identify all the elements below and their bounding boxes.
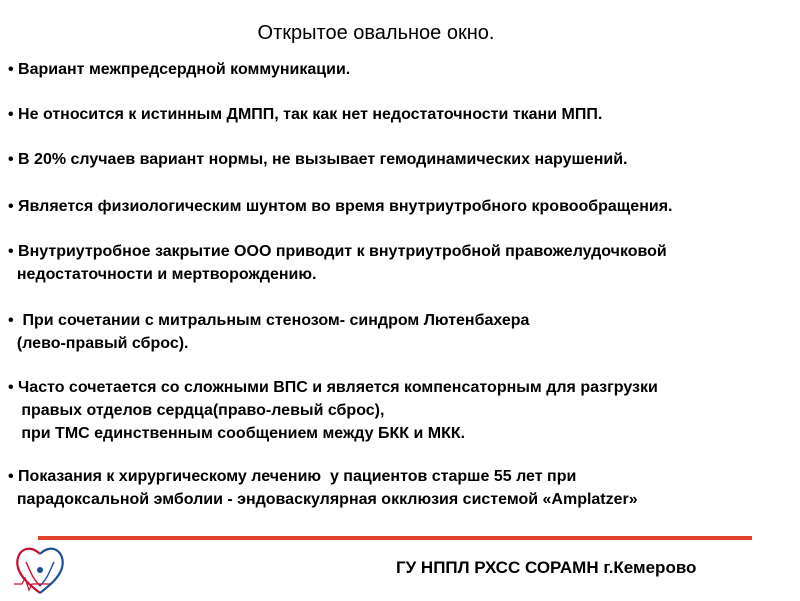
bullet-5-line-2: недостаточности и мертворождению.	[8, 266, 317, 283]
bullet-5	[8, 240, 798, 286]
bullet-6	[8, 309, 798, 355]
bullet-7-line-3: при ТМС единственным сообщением между БКК и МКК.	[8, 425, 466, 442]
bullet-6-line-2: (лево-правый сброс).	[8, 335, 189, 352]
footer-organization: ГУ НППЛ РХСС СОРАМН г.Кемерово	[396, 558, 697, 577]
bullet-5-line-1: • Внутриутробное закрытие ООО приводит к внутриутробной правожелудочковой	[8, 243, 667, 260]
bullet-2	[8, 103, 798, 126]
bullet-3	[8, 148, 798, 171]
bullet-4-line-1: • Является физиологическим шунтом во время внутриутробного кровообращения.	[8, 198, 673, 215]
bullet-6-line-1: • При сочетании с митральным стенозом- синдром Лютенбахера	[8, 312, 530, 329]
slide-title: Открытое овальное окно.	[257, 22, 495, 44]
bullet-8-line-2: парадоксальной эмболии - эндоваскулярная окклюзия системой «Amplatzer»	[8, 491, 638, 508]
heart-center-logo-icon	[10, 540, 70, 596]
bullet-8	[8, 465, 798, 511]
bullet-2-line-1: • Не относится к истинным ДМПП, так как нет недостаточности ткани МПП.	[8, 106, 603, 123]
bullet-1-line-1: • Вариант межпредсердной коммуникации.	[8, 61, 351, 78]
footer-rule	[38, 536, 752, 540]
bullet-7-line-1: • Часто сочетается со сложными ВПС и является компенсаторным для разгрузки	[8, 379, 658, 396]
bullet-1	[8, 58, 798, 81]
logo	[10, 540, 70, 596]
bullet-4	[8, 195, 798, 218]
bullet-8-line-1: • Показания к хирургическому лечению у пациентов старше 55 лет при	[8, 468, 577, 485]
bullet-3-line-1: • В 20% случаев вариант нормы, не вызывает гемодинамических нарушений.	[8, 151, 628, 168]
bullet-7	[8, 376, 798, 445]
bullet-7-line-2: правых отделов сердца(право-левый сброс),	[8, 402, 385, 419]
